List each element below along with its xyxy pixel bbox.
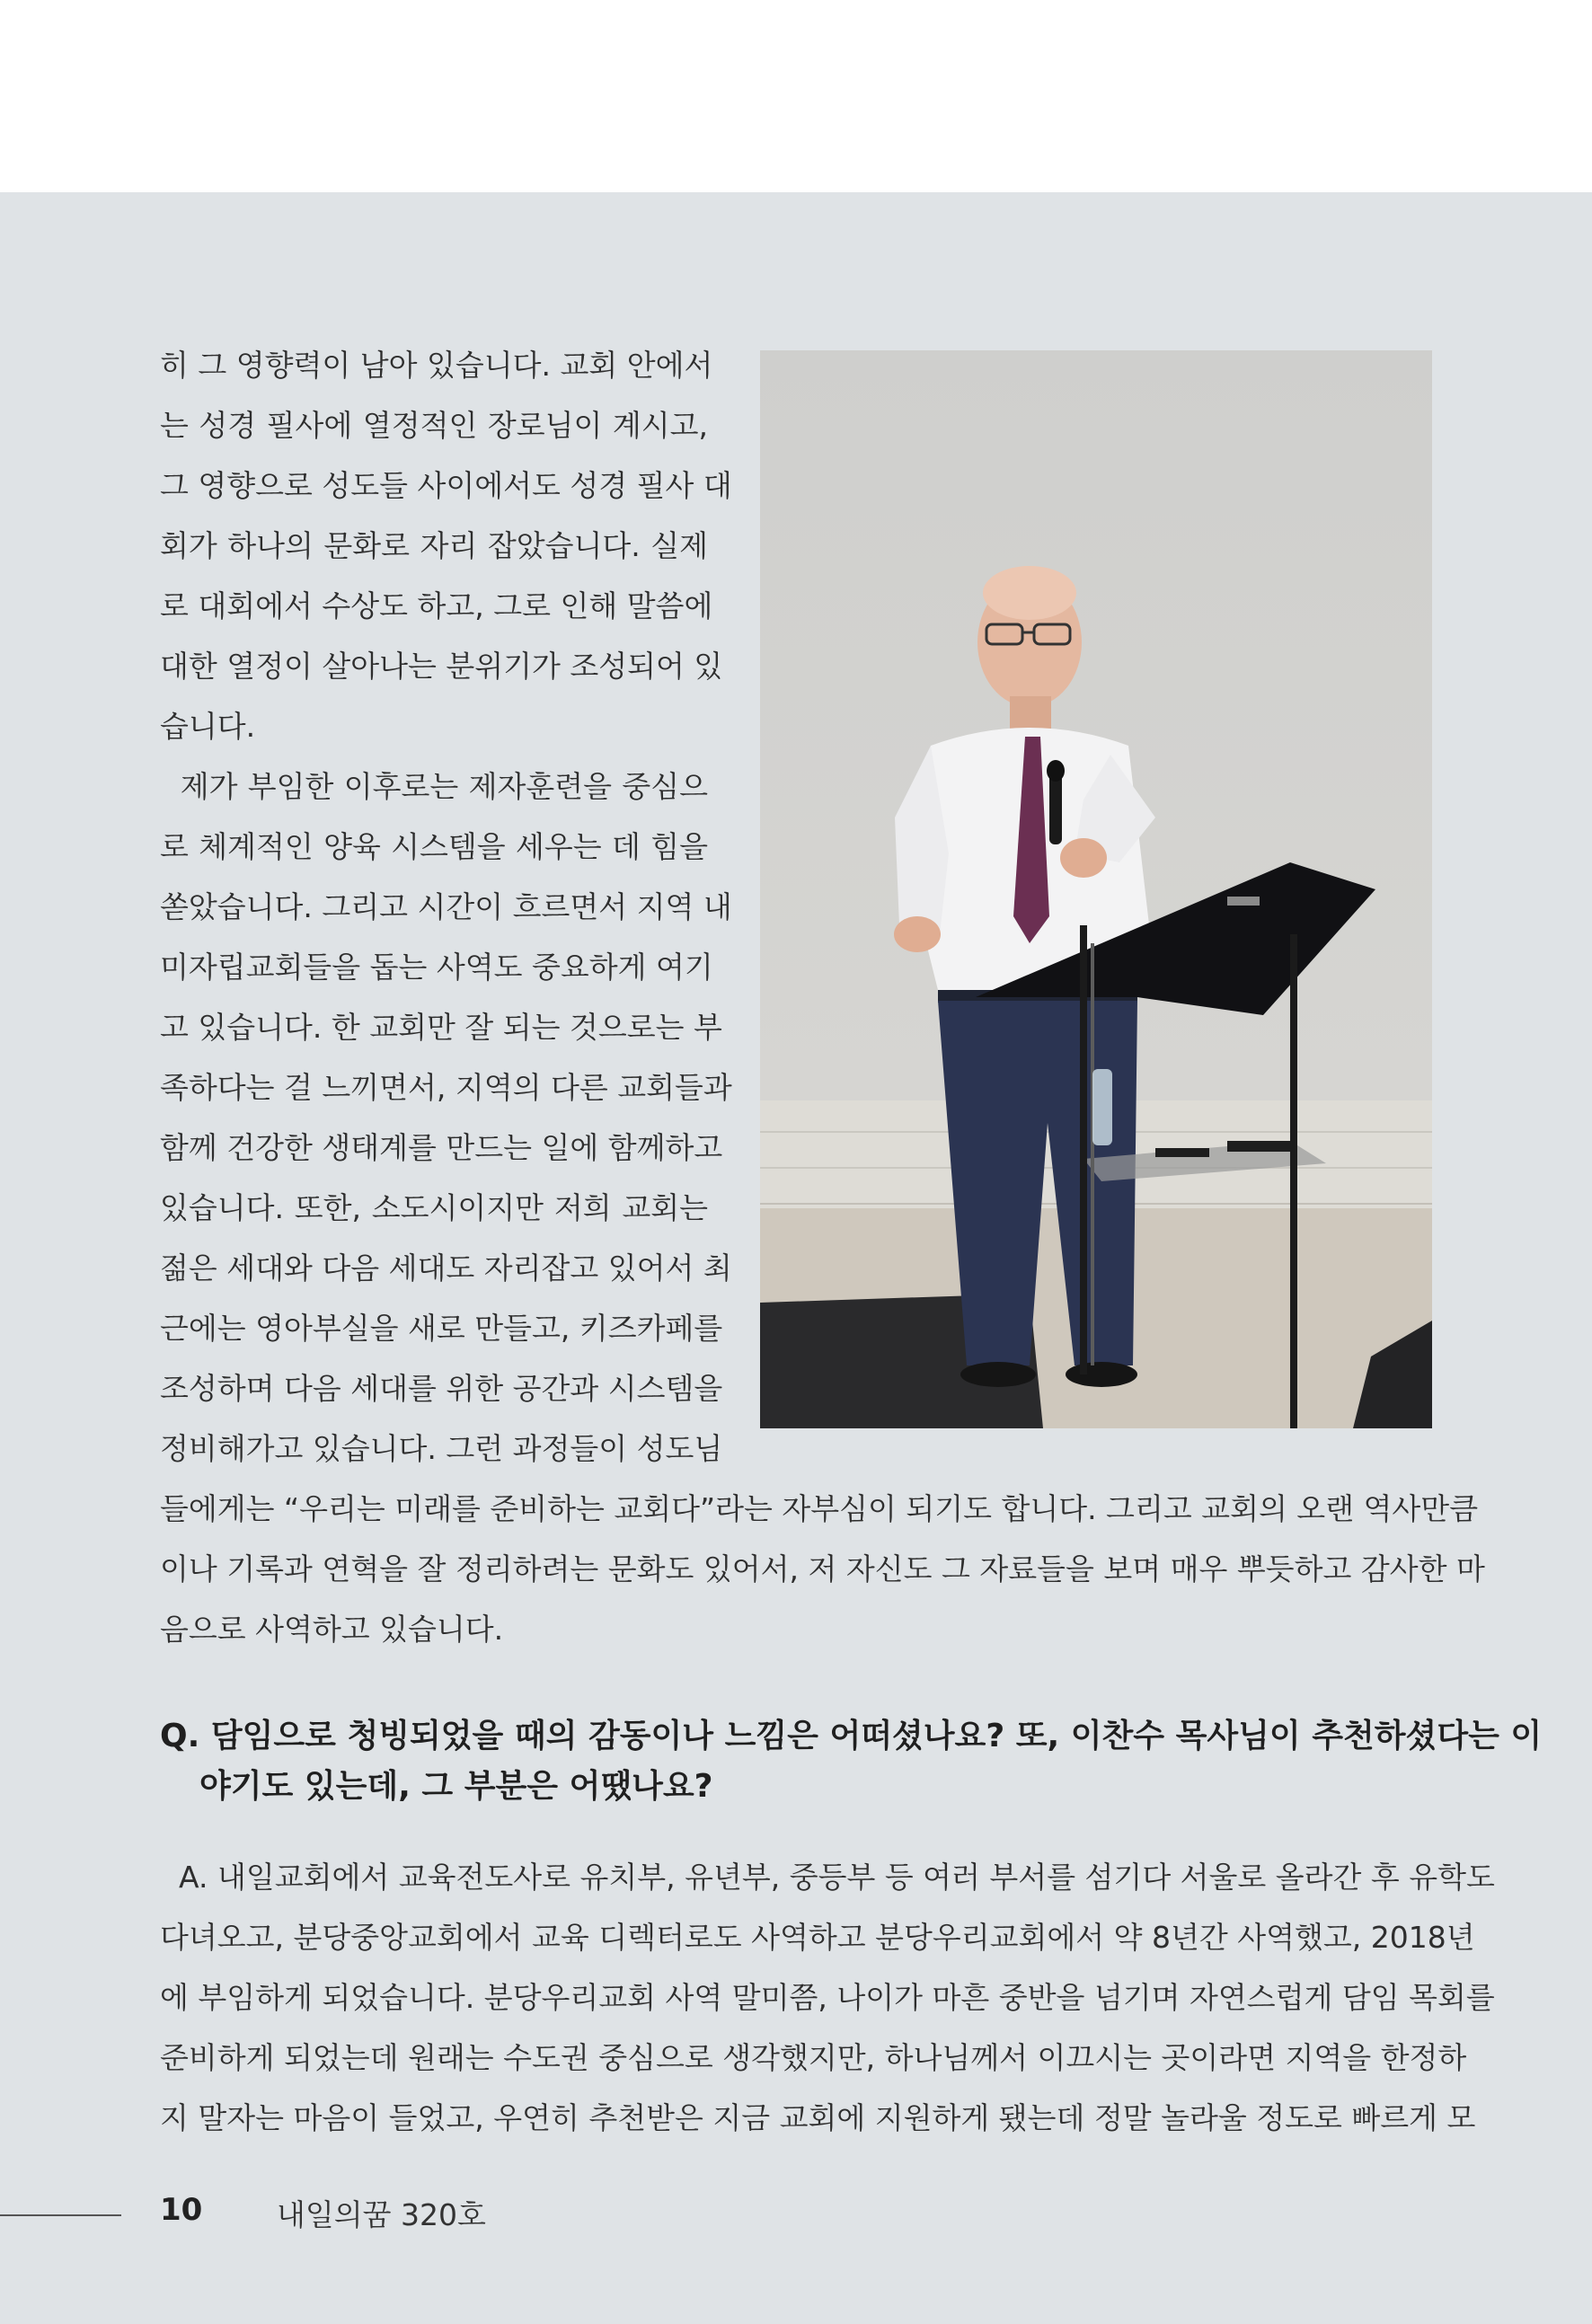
text-line: 함께 건강한 생태계를 만드는 일에 함께하고: [160, 1130, 723, 1165]
text-line: 고 있습니다. 한 교회만 잘 되는 것으로는 부: [160, 1010, 722, 1045]
text-line: 미자립교회들을 돕는 사역도 중요하게 여기: [160, 950, 713, 985]
text-line: 로 체계적인 양육 시스템을 세우는 데 힘을: [160, 829, 708, 864]
question-heading: [160, 1711, 1543, 1812]
pastor-photo: [760, 350, 1432, 1428]
text-line: 족하다는 걸 느끼면서, 지역의 다른 교회들과: [160, 1070, 732, 1105]
text-line: 대한 열정이 살아나는 분위기가 조성되어 있: [160, 649, 723, 684]
text-line: 에 부임하게 되었습니다. 분당우리교회 사역 말미쯤, 나이가 마흔 중반을 넘기며 자연스럽게 담임 목회를: [160, 1980, 1495, 2015]
pastor-speaking-illustration: [760, 350, 1432, 1428]
text-line: 히 그 영향력이 남아 있습니다. 교회 안에서: [160, 348, 713, 383]
text-line: 조성하며 다음 세대를 위한 공간과 시스템을: [160, 1371, 723, 1406]
text-line: 들에게는 “우리는 미래를 준비하는 교회다”라는 자부심이 되기도 합니다. 그리고 교회의 오랜 역사만큼: [160, 1491, 1479, 1526]
text-line: 있습니다. 또한, 소도시이지만 저희 교회는: [160, 1190, 708, 1225]
question-line-2: 야기도 있는데, 그 부분은 어땠나요?: [199, 1768, 713, 1805]
question-line-1: Q. 담임으로 청빙되었을 때의 감동이나 느낌은 어떠셨나요? 또, 이찬수 목사님이 추천하셨다는 이: [160, 1718, 1543, 1754]
text-line: 이나 기록과 연혁을 잘 정리하려는 문화도 있어서, 저 자신도 그 자료들을 보며 매우 뿌듯하고 감사한 마: [160, 1551, 1485, 1586]
page-number: 10: [160, 2192, 203, 2228]
text-line: 근에는 영아부실을 새로 만들고, 키즈카페를: [160, 1311, 723, 1346]
text-line: 준비하게 되었는데 원래는 수도권 중심으로 생각했지만, 하나님께서 이끄시는 곳이라면 지역을 한정하: [160, 2040, 1467, 2075]
text-line: 는 성경 필사에 열정적인 장로님이 계시고,: [160, 408, 708, 443]
text-line: 지 말자는 마음이 들었고, 우연히 추천받은 지금 교회에 지원하게 됐는데 정말 놀라울 정도로 빠르게 모: [160, 2100, 1476, 2135]
text-line: 그 영향으로 성도들 사이에서도 성경 필사 대: [160, 468, 732, 503]
footer-rule: [0, 2214, 121, 2216]
text-line: 다녀오고, 분당중앙교회에서 교육 디렉터로도 사역하고 분당우리교회에서 약 8년간 사역했고, 2018년: [160, 1920, 1475, 1955]
text-line: 제가 부임한 이후로는 제자훈련을 중심으: [160, 769, 708, 804]
text-line: A. 내일교회에서 교육전도사로 유치부, 유년부, 중등부 등 여러 부서를 섬기다 서울로 올라간 후 유학도: [160, 1860, 1495, 1895]
text-line: 젊은 세대와 다음 세대도 자리잡고 있어서 최: [160, 1250, 732, 1286]
text-line: 쏟았습니다. 그리고 시간이 흐르면서 지역 내: [160, 889, 732, 924]
magazine-title: 내일의꿈 320호: [277, 2197, 486, 2232]
text-line: 습니다.: [160, 709, 256, 744]
text-line: 정비해가고 있습니다. 그런 과정들이 성도님: [160, 1431, 723, 1466]
text-line: 음으로 사역하고 있습니다.: [160, 1612, 504, 1647]
text-line: 회가 하나의 문화로 자리 잡았습니다. 실제: [160, 528, 708, 563]
text-line: 로 대회에서 수상도 하고, 그로 인해 말씀에: [160, 588, 713, 623]
